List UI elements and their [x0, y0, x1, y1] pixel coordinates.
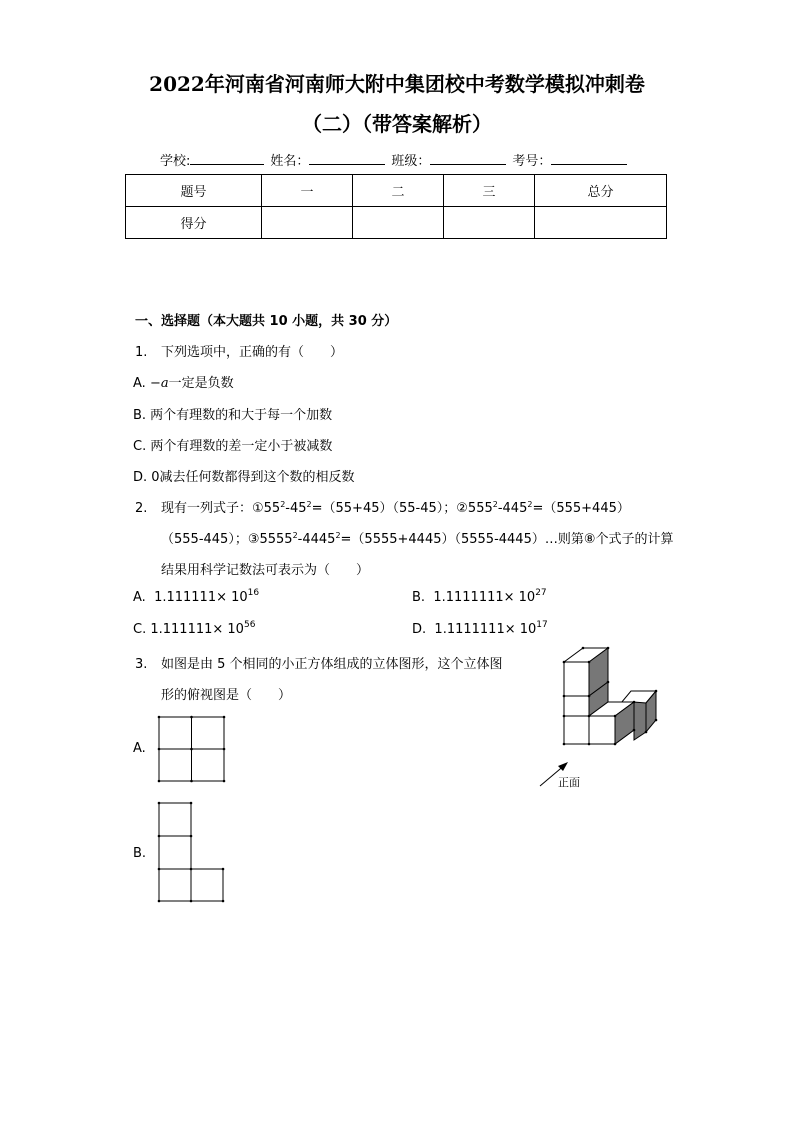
- score-cell[interactable]: [535, 207, 667, 239]
- q2-text: =（555+445）: [532, 501, 630, 516]
- q1-option-b[interactable]: B. 两个有理数的和大于每一个加数: [133, 408, 333, 423]
- q2-stem-line3: 结果用科学记数法可表示为（ ）: [161, 563, 370, 578]
- q2-superscript: 2: [306, 500, 312, 509]
- q2-a-label: A.: [133, 590, 146, 605]
- q3-number: 3.: [135, 657, 148, 672]
- q2-b-exponent: 27: [535, 588, 547, 598]
- q2-superscript: 2: [335, 531, 341, 540]
- exam-no-blank[interactable]: [551, 152, 627, 165]
- header-cell: 题号: [126, 175, 262, 207]
- q2-option-c[interactable]: [133, 622, 255, 637]
- q3-a-label[interactable]: A.: [133, 741, 146, 756]
- q2-d-value: 1.1111111× 10: [434, 622, 537, 637]
- q1-option-a[interactable]: [133, 372, 234, 391]
- q2-superscript: 2: [292, 531, 298, 540]
- q2-c-value: 1.111111× 10: [150, 622, 244, 637]
- q3-stem-line2: 形的俯视图是（ ）: [161, 688, 292, 703]
- score-table-score-row: [126, 207, 667, 239]
- cube-front-face: [589, 716, 615, 744]
- q2-text: （555-445）；③5555: [161, 532, 293, 547]
- score-row-label: 得分: [126, 207, 262, 239]
- header-cell: 二: [353, 175, 444, 207]
- q3-text: 如图是由 5 个相同的小正方体组成的立体图形，这个立体图: [161, 657, 503, 672]
- q2-superscript: 2: [280, 500, 286, 509]
- q3-stem-line1: [135, 653, 503, 672]
- q2-superscript: 2: [527, 500, 533, 509]
- q1-a-variable: −a: [149, 376, 169, 391]
- exam-title-line1: 2022年河南省河南师大附中集团校中考数学模拟冲刺卷: [149, 72, 645, 96]
- q3-cube-figure: [530, 640, 670, 795]
- school-blank[interactable]: [190, 152, 264, 165]
- q2-d-label: D.: [412, 622, 427, 637]
- q3-b-label[interactable]: B.: [133, 846, 147, 861]
- q2-option-b[interactable]: [412, 590, 547, 605]
- q1-option-d[interactable]: D. 0减去任何数都得到这个数的相反数: [133, 470, 355, 485]
- q2-option-d[interactable]: [412, 622, 548, 637]
- q2-text: 现有一列式子：①55: [161, 501, 281, 516]
- student-info-row: [160, 150, 633, 169]
- header-cell: 三: [444, 175, 535, 207]
- cube-front-face: [564, 716, 589, 744]
- exam-no-label: 考号：: [512, 154, 552, 169]
- score-cell[interactable]: [444, 207, 535, 239]
- section-heading: 一、选择题（本大题共 10 小题，共 30 分）: [135, 314, 398, 329]
- exam-title-line2: （二）（带答案解析）: [302, 112, 492, 136]
- q1-a-text: 一定是负数: [168, 376, 234, 391]
- q1-stem-line: [135, 341, 343, 360]
- q1-a-label: A.: [133, 376, 146, 391]
- score-cell[interactable]: [262, 207, 353, 239]
- score-cell[interactable]: [353, 207, 444, 239]
- q2-d-exponent: 17: [536, 620, 548, 630]
- class-blank[interactable]: [430, 152, 506, 165]
- q2-a-value: 1.111111× 10: [154, 590, 248, 605]
- name-label: 姓名：: [270, 154, 310, 169]
- q2-a-exponent: 16: [247, 588, 260, 598]
- q2-superscript: 2: [492, 500, 498, 509]
- q3-option-a-figure[interactable]: [158, 716, 228, 784]
- name-blank[interactable]: [309, 152, 385, 165]
- q2-text: -4445: [297, 532, 336, 547]
- q2-stem-line1: [135, 497, 630, 516]
- q2-text: =（55+45）（55-45）；②555: [311, 501, 493, 516]
- q1-option-c[interactable]: C. 两个有理数的差一定小于被减数: [133, 439, 333, 454]
- header-cell: 一: [262, 175, 353, 207]
- score-table-header-row: [126, 175, 667, 207]
- q2-stem-line2: [161, 528, 674, 547]
- school-label: 学校:: [160, 154, 191, 169]
- q2-b-label: B.: [412, 590, 426, 605]
- q3-option-b-figure[interactable]: [158, 802, 228, 904]
- q2-b-value: 1.1111111× 10: [433, 590, 536, 605]
- q2-text: =（5555+4445）（5555-4445）…则第⑧个式子的计算: [340, 532, 674, 547]
- class-label: 班级：: [391, 154, 431, 169]
- q2-c-label: C.: [133, 622, 147, 637]
- q2-c-exponent: 56: [243, 620, 256, 630]
- cube-front-face: [564, 662, 589, 696]
- q1-stem: 下列选项中，正确的有（ ）: [161, 345, 344, 360]
- q2-text: -45: [285, 501, 307, 516]
- q2-number: 2.: [135, 501, 148, 516]
- q1-number: 1.: [135, 345, 148, 360]
- score-table: [125, 174, 667, 239]
- front-label: 正面: [558, 776, 580, 789]
- q2-text: -445: [497, 501, 528, 516]
- q2-option-a[interactable]: [133, 590, 259, 605]
- header-cell: 总分: [535, 175, 667, 207]
